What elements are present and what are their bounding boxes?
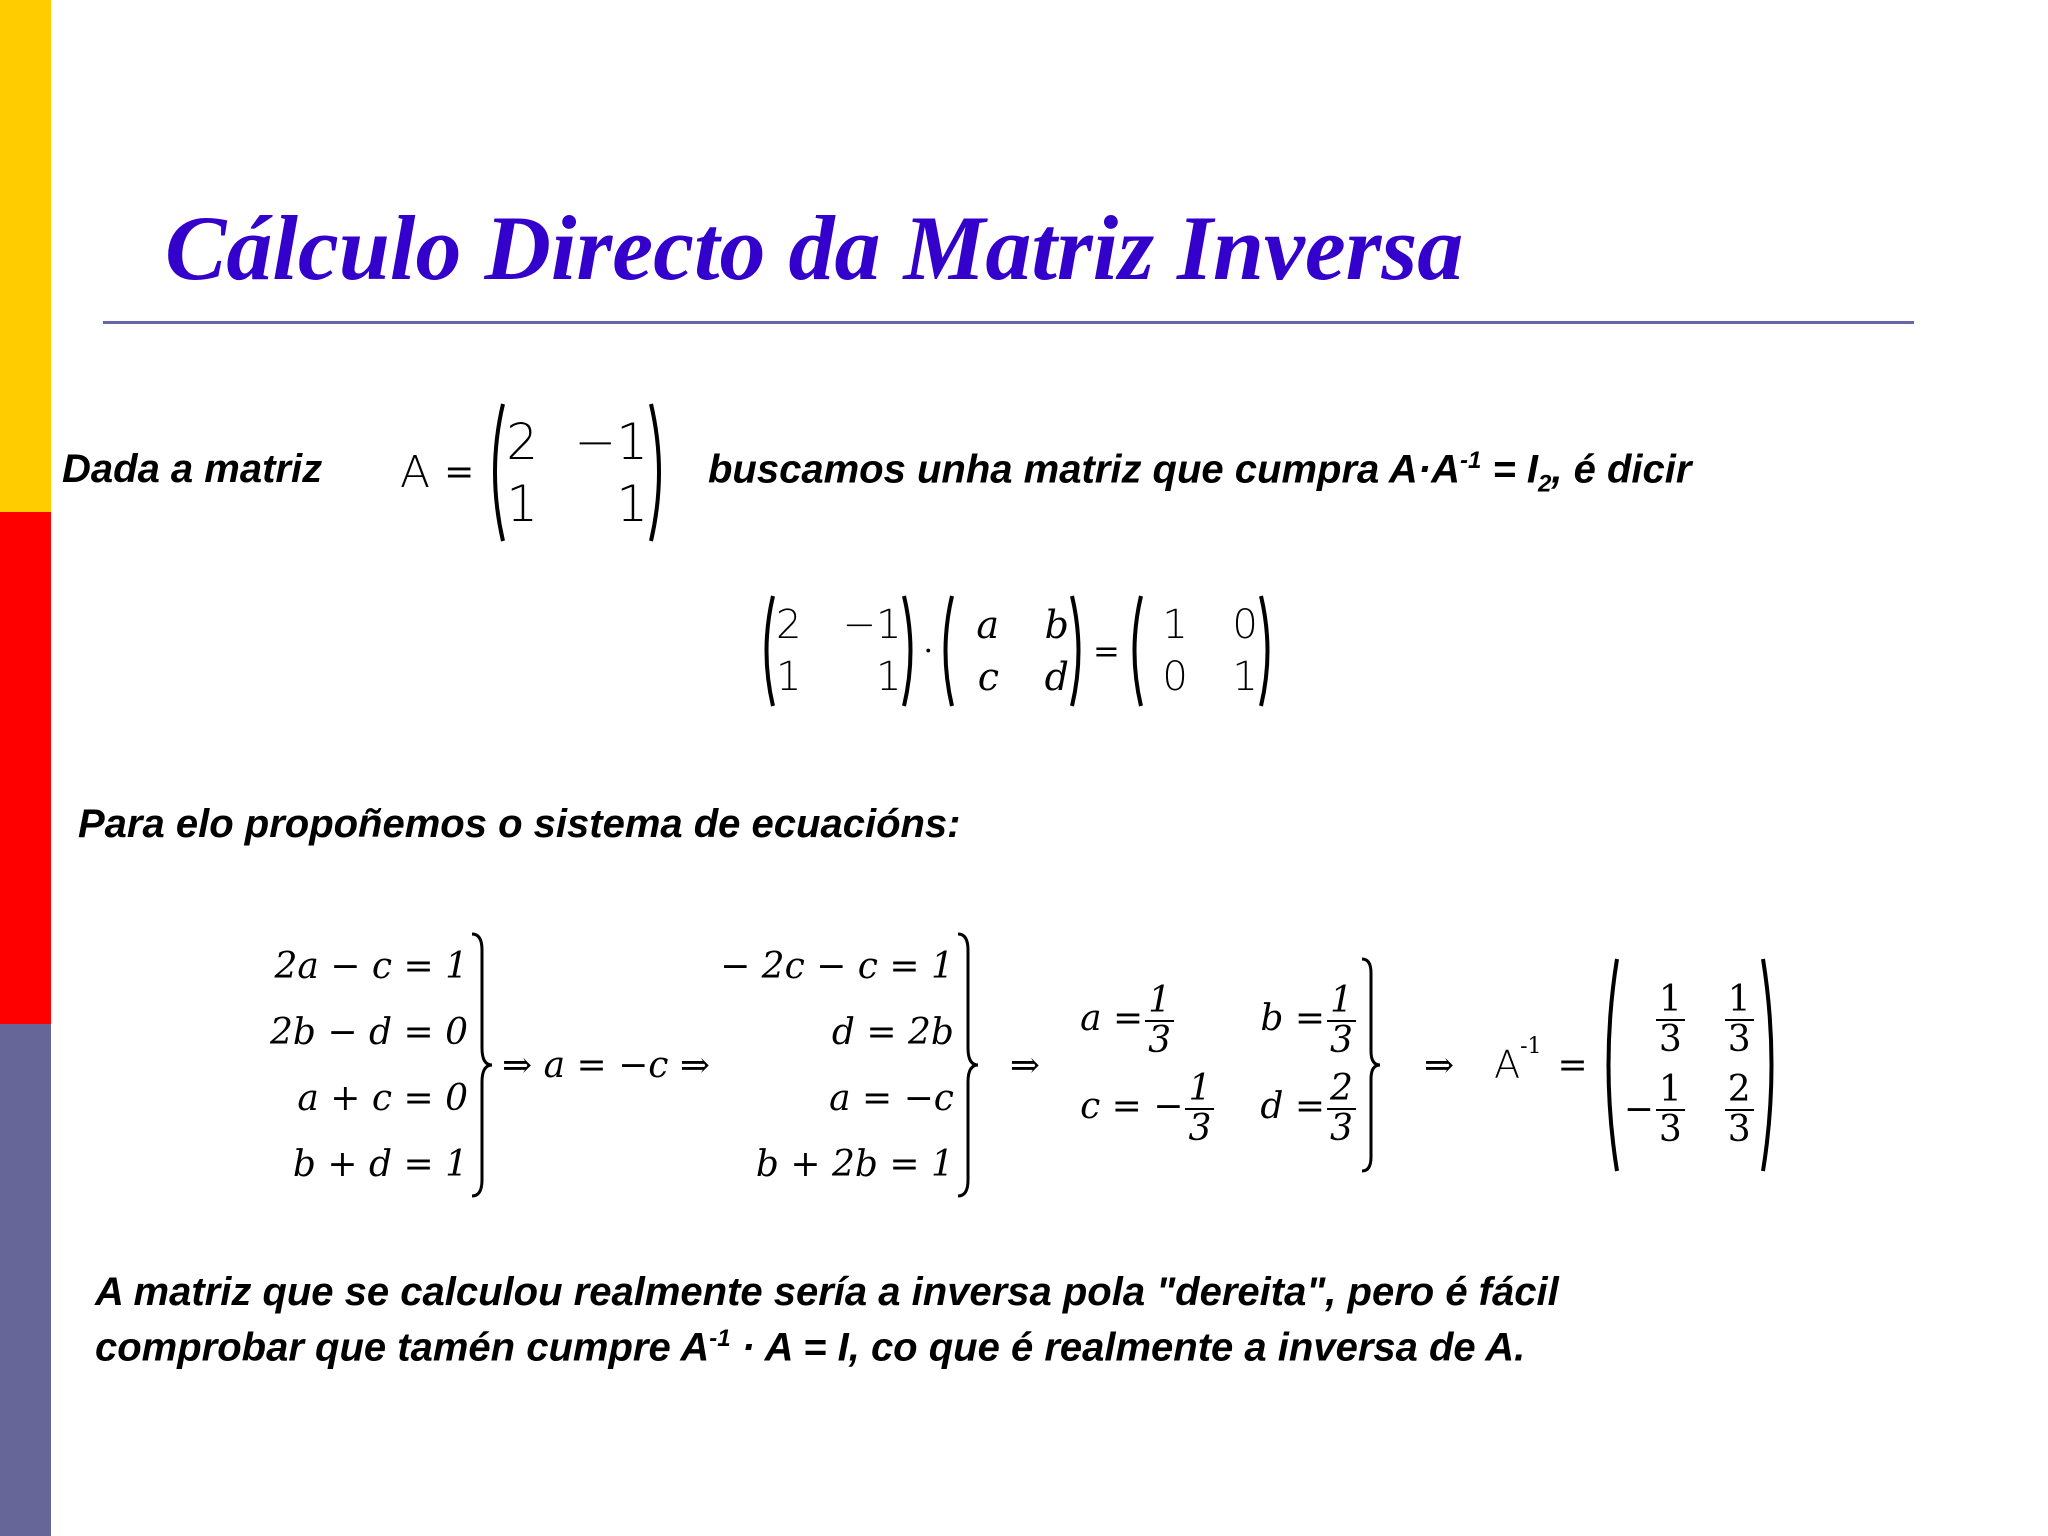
- fraction-denominator: 3: [1658, 1019, 1682, 1061]
- fraction-numerator: 1: [1656, 1071, 1685, 1111]
- solution-b: [1260, 982, 1358, 1060]
- right-brace: [1358, 955, 1384, 1175]
- conclusion-text: comprobar que tamén cumpre A: [95, 1325, 710, 1370]
- conclusion-line-1: A matriz que se calculou realmente sería a inversa pola "dereita", pero é fácil: [95, 1270, 1559, 1314]
- product-unknown-matrix: [937, 592, 1087, 710]
- fraction-numerator: 1: [1656, 981, 1685, 1021]
- right-paren: [648, 400, 670, 545]
- left-paren: [484, 400, 506, 545]
- inverse-cell: [1624, 1071, 1687, 1149]
- matrix-a-cell: 2: [506, 412, 539, 471]
- conclusion-line-2: [95, 1325, 1525, 1370]
- fraction-numerator: 1: [1145, 982, 1174, 1022]
- system-intro: Para elo propoñemos o sistema de ecuacións:: [78, 802, 961, 846]
- equation: b + 2b = 1: [755, 1143, 954, 1185]
- product-left-matrix: [758, 592, 919, 710]
- identity-cell: 1: [1162, 602, 1188, 648]
- conclusion-superscript: -1: [709, 1325, 731, 1352]
- solution-a: [1080, 982, 1216, 1060]
- fraction-numerator: 1: [1725, 981, 1754, 1021]
- equation: d = 2b: [831, 1011, 954, 1053]
- product-unknown-cell: c: [977, 655, 999, 699]
- equation: − 2c − c = 1: [720, 945, 954, 987]
- minus-sign: −: [1623, 1089, 1654, 1131]
- equation: b + d = 1: [292, 1143, 468, 1185]
- equation-system: [270, 930, 1782, 1200]
- equation: 2b − d = 0: [270, 1011, 468, 1053]
- intro-superscript: -1: [1460, 447, 1482, 474]
- inverse-cell: [1725, 1071, 1754, 1149]
- matrix-a-grid: [506, 413, 648, 533]
- equation: a + c = 0: [297, 1077, 468, 1119]
- matrix-a-definition: [400, 400, 670, 545]
- inverse-cell: [1656, 981, 1685, 1059]
- slide-title: Cálculo Directo da Matriz Inversa: [165, 197, 1464, 299]
- product-unknown-cell: d: [1044, 655, 1069, 699]
- intro-subscript: 2: [1538, 470, 1552, 498]
- title-divider: [103, 321, 1914, 324]
- fraction-denominator: 3: [1330, 1020, 1353, 1062]
- right-brace: [954, 930, 982, 1200]
- solution-label: d =: [1260, 1085, 1326, 1127]
- identity-cell: 0: [1162, 654, 1188, 700]
- product-left-cell: 1: [876, 654, 902, 700]
- intro-suffix: [708, 447, 1691, 498]
- implies-a-equals-minus-c: ⇒ a = −c ⇒: [502, 1044, 711, 1086]
- inverse-cell: [1725, 981, 1754, 1059]
- inverse-grid: [1620, 981, 1760, 1148]
- product-equation: [758, 592, 1276, 710]
- equation: a = −c: [829, 1077, 954, 1119]
- fraction-denominator: 3: [1148, 1020, 1172, 1062]
- solution-c: [1080, 1070, 1216, 1148]
- inverse-equals: =: [1557, 1044, 1588, 1086]
- matrix-a: [484, 400, 670, 545]
- identity-cell: 1: [1232, 654, 1258, 700]
- intro-suffix-text: = I: [1481, 447, 1539, 492]
- equations-second: [720, 933, 954, 1197]
- product-left-cell: −1: [842, 602, 902, 648]
- fraction-numerator: 1: [1327, 982, 1356, 1022]
- identity-matrix: [1126, 592, 1276, 710]
- implies-arrow: ⇒: [1009, 1044, 1041, 1086]
- identity-cell: 0: [1232, 602, 1258, 648]
- matrix-a-cell: 1: [616, 474, 649, 533]
- matrix-a-equals: =: [444, 452, 475, 493]
- implies-arrow: ⇒: [1423, 1044, 1455, 1086]
- product-equals: =: [1093, 632, 1120, 670]
- matrix-a-cell: −1: [574, 412, 649, 471]
- product-unknown-cell: a: [976, 603, 999, 647]
- product-left-cell: 2: [776, 602, 802, 648]
- equation: 2a − c = 1: [274, 945, 468, 987]
- inverse-label: A: [1494, 1043, 1521, 1087]
- intro-suffix-text: , é dicir: [1551, 447, 1692, 492]
- product-unknown-cell: b: [1044, 603, 1069, 647]
- sidebar-stripe-purple: [0, 1024, 51, 1536]
- conclusion-text: · A = I, co que é realmente a inversa de A.: [730, 1325, 1526, 1370]
- solution-values: [1080, 982, 1358, 1147]
- equations-first: [270, 933, 468, 1197]
- product-left-cell: 1: [776, 654, 802, 700]
- matrix-a-cell: 1: [506, 474, 539, 533]
- fraction-denominator: 3: [1330, 1107, 1353, 1149]
- intro-prefix: Dada a matriz: [62, 447, 323, 491]
- fraction-denominator: 3: [1188, 1107, 1212, 1149]
- fraction-numerator: 1: [1185, 1070, 1214, 1110]
- solution-label: a =: [1080, 998, 1144, 1040]
- solution-d: [1260, 1070, 1358, 1148]
- fraction-denominator: 3: [1727, 1108, 1751, 1150]
- fraction-denominator: 3: [1658, 1108, 1682, 1150]
- right-brace: [468, 930, 496, 1200]
- inverse-superscript: -1: [1520, 1034, 1542, 1059]
- sidebar-stripe-yellow: [0, 0, 51, 512]
- solution-label: b =: [1260, 998, 1326, 1040]
- matrix-a-name: A: [400, 447, 431, 498]
- sidebar-stripe-red: [0, 512, 51, 1024]
- fraction-numerator: 2: [1725, 1071, 1754, 1111]
- solution-label: c = −: [1080, 1085, 1184, 1127]
- product-dot: ·: [923, 633, 933, 669]
- fraction-denominator: 3: [1727, 1019, 1751, 1061]
- fraction-numerator: 2: [1327, 1070, 1356, 1110]
- intro-suffix-text: buscamos unha matriz que cumpra A·A: [708, 447, 1460, 492]
- inverse-matrix: [1598, 955, 1782, 1175]
